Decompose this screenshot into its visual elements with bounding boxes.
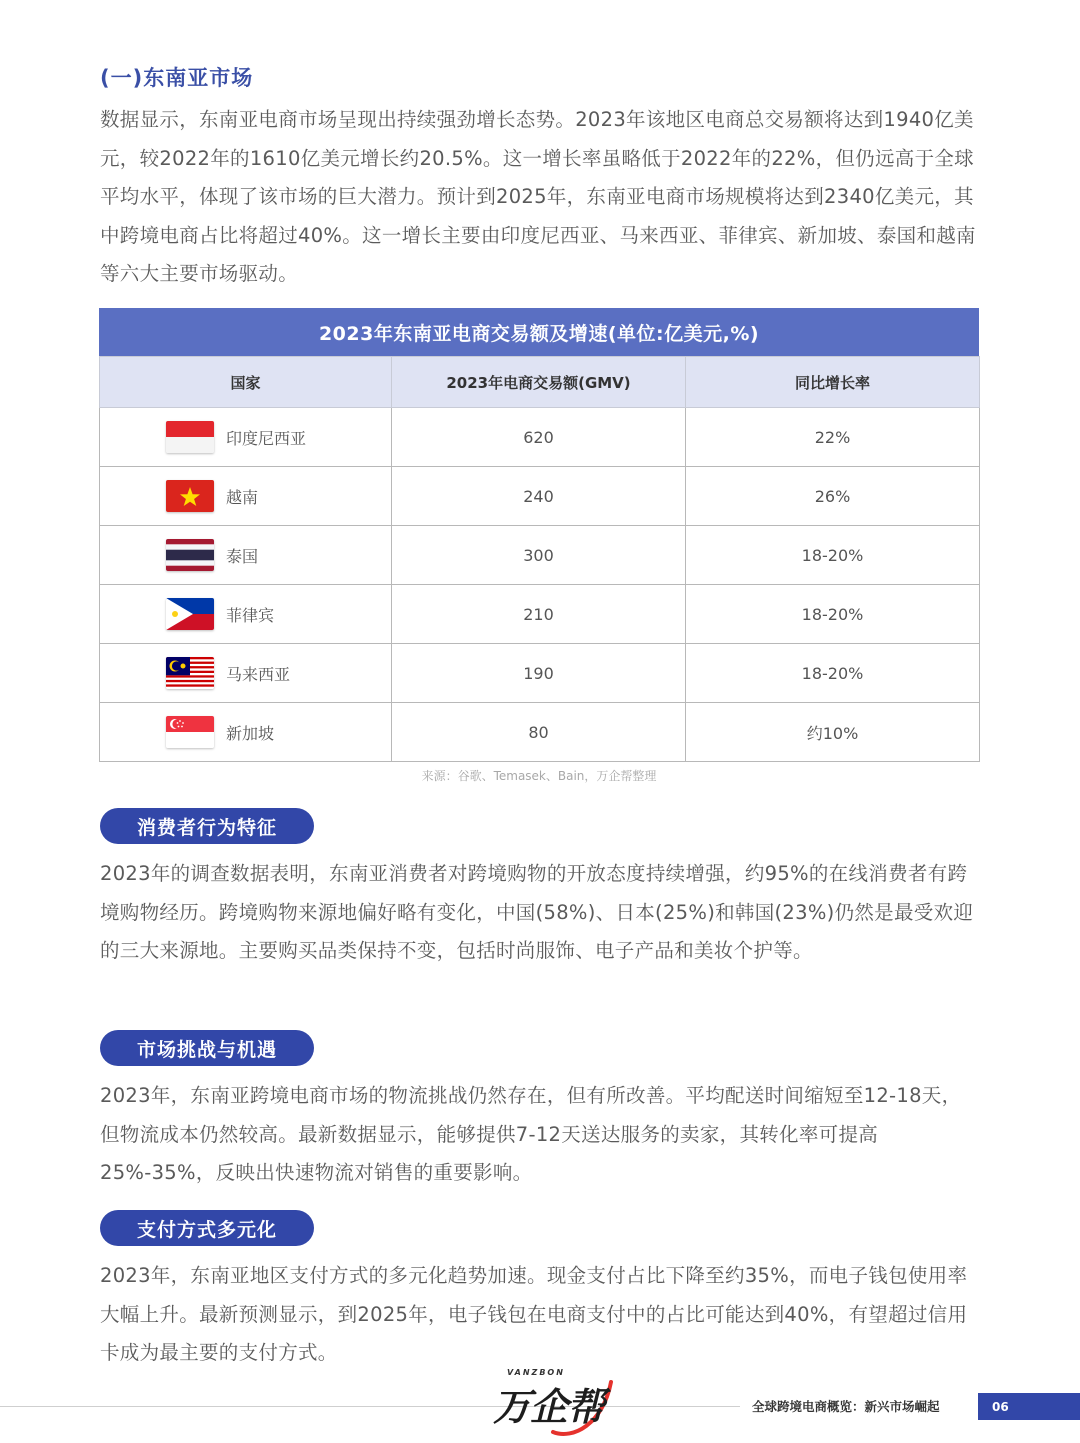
- payment-diversification-paragraph: 2023年，东南亚地区支付方式的多元化趋势加速。现金支付占比下降至约35%，而电子钱包使用率大幅上升。最新预测显示，到2025年，电子钱包在电商支付中的占比可能达到40%，有望超过信用卡成为最主要的支付方式。: [100, 1264, 968, 1364]
- table-source: 来源：谷歌、Temasek、Bain，万企帮整理: [421, 769, 657, 783]
- growth-value: 22%: [686, 408, 980, 467]
- gmv-value: 300: [392, 526, 686, 585]
- consumer-behavior-paragraph: 2023年的调查数据表明，东南亚消费者对跨境购物的开放态度持续增强，约95%的在线消费者有跨境购物经历。跨境购物来源地偏好略有变化，中国(58%)、日本(25%)和韩国(23%)仍然是最受欢迎的三大来源地。主要购买品类保持不变，包括时尚服饰、电子产品和美妆个护等。: [100, 862, 974, 962]
- table-row: [100, 585, 980, 644]
- table-row: [100, 467, 980, 526]
- gmv-value: 190: [392, 644, 686, 703]
- singapore-flag-icon: [166, 716, 214, 748]
- logo-text: 万企帮: [493, 1385, 605, 1429]
- vanzbon-logo: [493, 1368, 633, 1440]
- gmv-value: 620: [392, 408, 686, 467]
- gmv-value: 210: [392, 585, 686, 644]
- data-table: [99, 356, 980, 762]
- consumer-behavior-heading: 消费者行为特征: [100, 808, 314, 844]
- table-row: [100, 703, 980, 762]
- logo-small-text: VANZBON: [507, 1368, 565, 1377]
- page-number: 06: [978, 1393, 1080, 1420]
- country-name: 新加坡: [226, 723, 275, 743]
- malaysia-flag-icon: [166, 657, 214, 689]
- gmv-value: 80: [392, 703, 686, 762]
- thailand-flag-icon: [166, 539, 214, 571]
- market-challenges-paragraph: 2023年，东南亚跨境电商市场的物流挑战仍然存在，但有所改善。平均配送时间缩短至12-18天，但物流成本仍然较高。最新数据显示，能够提供7-12天送达服务的卖家，其转化率可提高25%-35%，反映出快速物流对销售的重要影响。: [100, 1084, 962, 1184]
- market-challenges-heading: 市场挑战与机遇: [100, 1030, 314, 1066]
- country-name: 菲律宾: [226, 605, 275, 625]
- growth-value: 18-20%: [686, 585, 980, 644]
- table-title: 2023年东南亚电商交易额及增速(单位:亿美元,%): [99, 308, 979, 356]
- vietnam-flag-icon: [166, 480, 214, 512]
- indonesia-flag-icon: [166, 421, 214, 453]
- growth-value: 约10%: [686, 703, 980, 762]
- header-gmv: 2023年电商交易额(GMV): [392, 357, 686, 408]
- growth-value: 18-20%: [686, 526, 980, 585]
- table-row: [100, 408, 980, 467]
- header-growth: 同比增长率: [686, 357, 980, 408]
- intro-paragraph: 数据显示，东南亚电商市场呈现出持续强劲增长态势。2023年该地区电商总交易额将达到1940亿美元，较2022年的1610亿美元增长约20.5%。这一增长率虽略低于2022年的22%，但仍远高于全球平均水平，体现了该市场的巨大潜力。预计到2025年，东南亚电商市场规模将达到2340亿美元，其中跨境电商占比将超过40%。这一增长主要由印度尼西亚、马来西亚、菲律宾、新加坡、泰国和越南等六大主要市场驱动。: [100, 108, 976, 285]
- payment-diversification-heading: 支付方式多元化: [100, 1210, 314, 1246]
- table-row: [100, 526, 980, 585]
- country-name: 印度尼西亚: [226, 428, 307, 448]
- growth-value: 26%: [686, 467, 980, 526]
- table-row: [100, 644, 980, 703]
- philippines-flag-icon: [166, 598, 214, 630]
- table-header-row: [100, 357, 980, 408]
- country-name: 越南: [226, 487, 259, 507]
- growth-value: 18-20%: [686, 644, 980, 703]
- footer-caption: 全球跨境电商概览：新兴市场崛起: [752, 1399, 940, 1414]
- section-title: (一)东南亚市场: [100, 66, 254, 90]
- gmv-value: 240: [392, 467, 686, 526]
- gmv-table: [99, 308, 979, 762]
- country-name: 泰国: [226, 546, 259, 566]
- header-country: 国家: [100, 357, 392, 408]
- country-name: 马来西亚: [226, 664, 291, 684]
